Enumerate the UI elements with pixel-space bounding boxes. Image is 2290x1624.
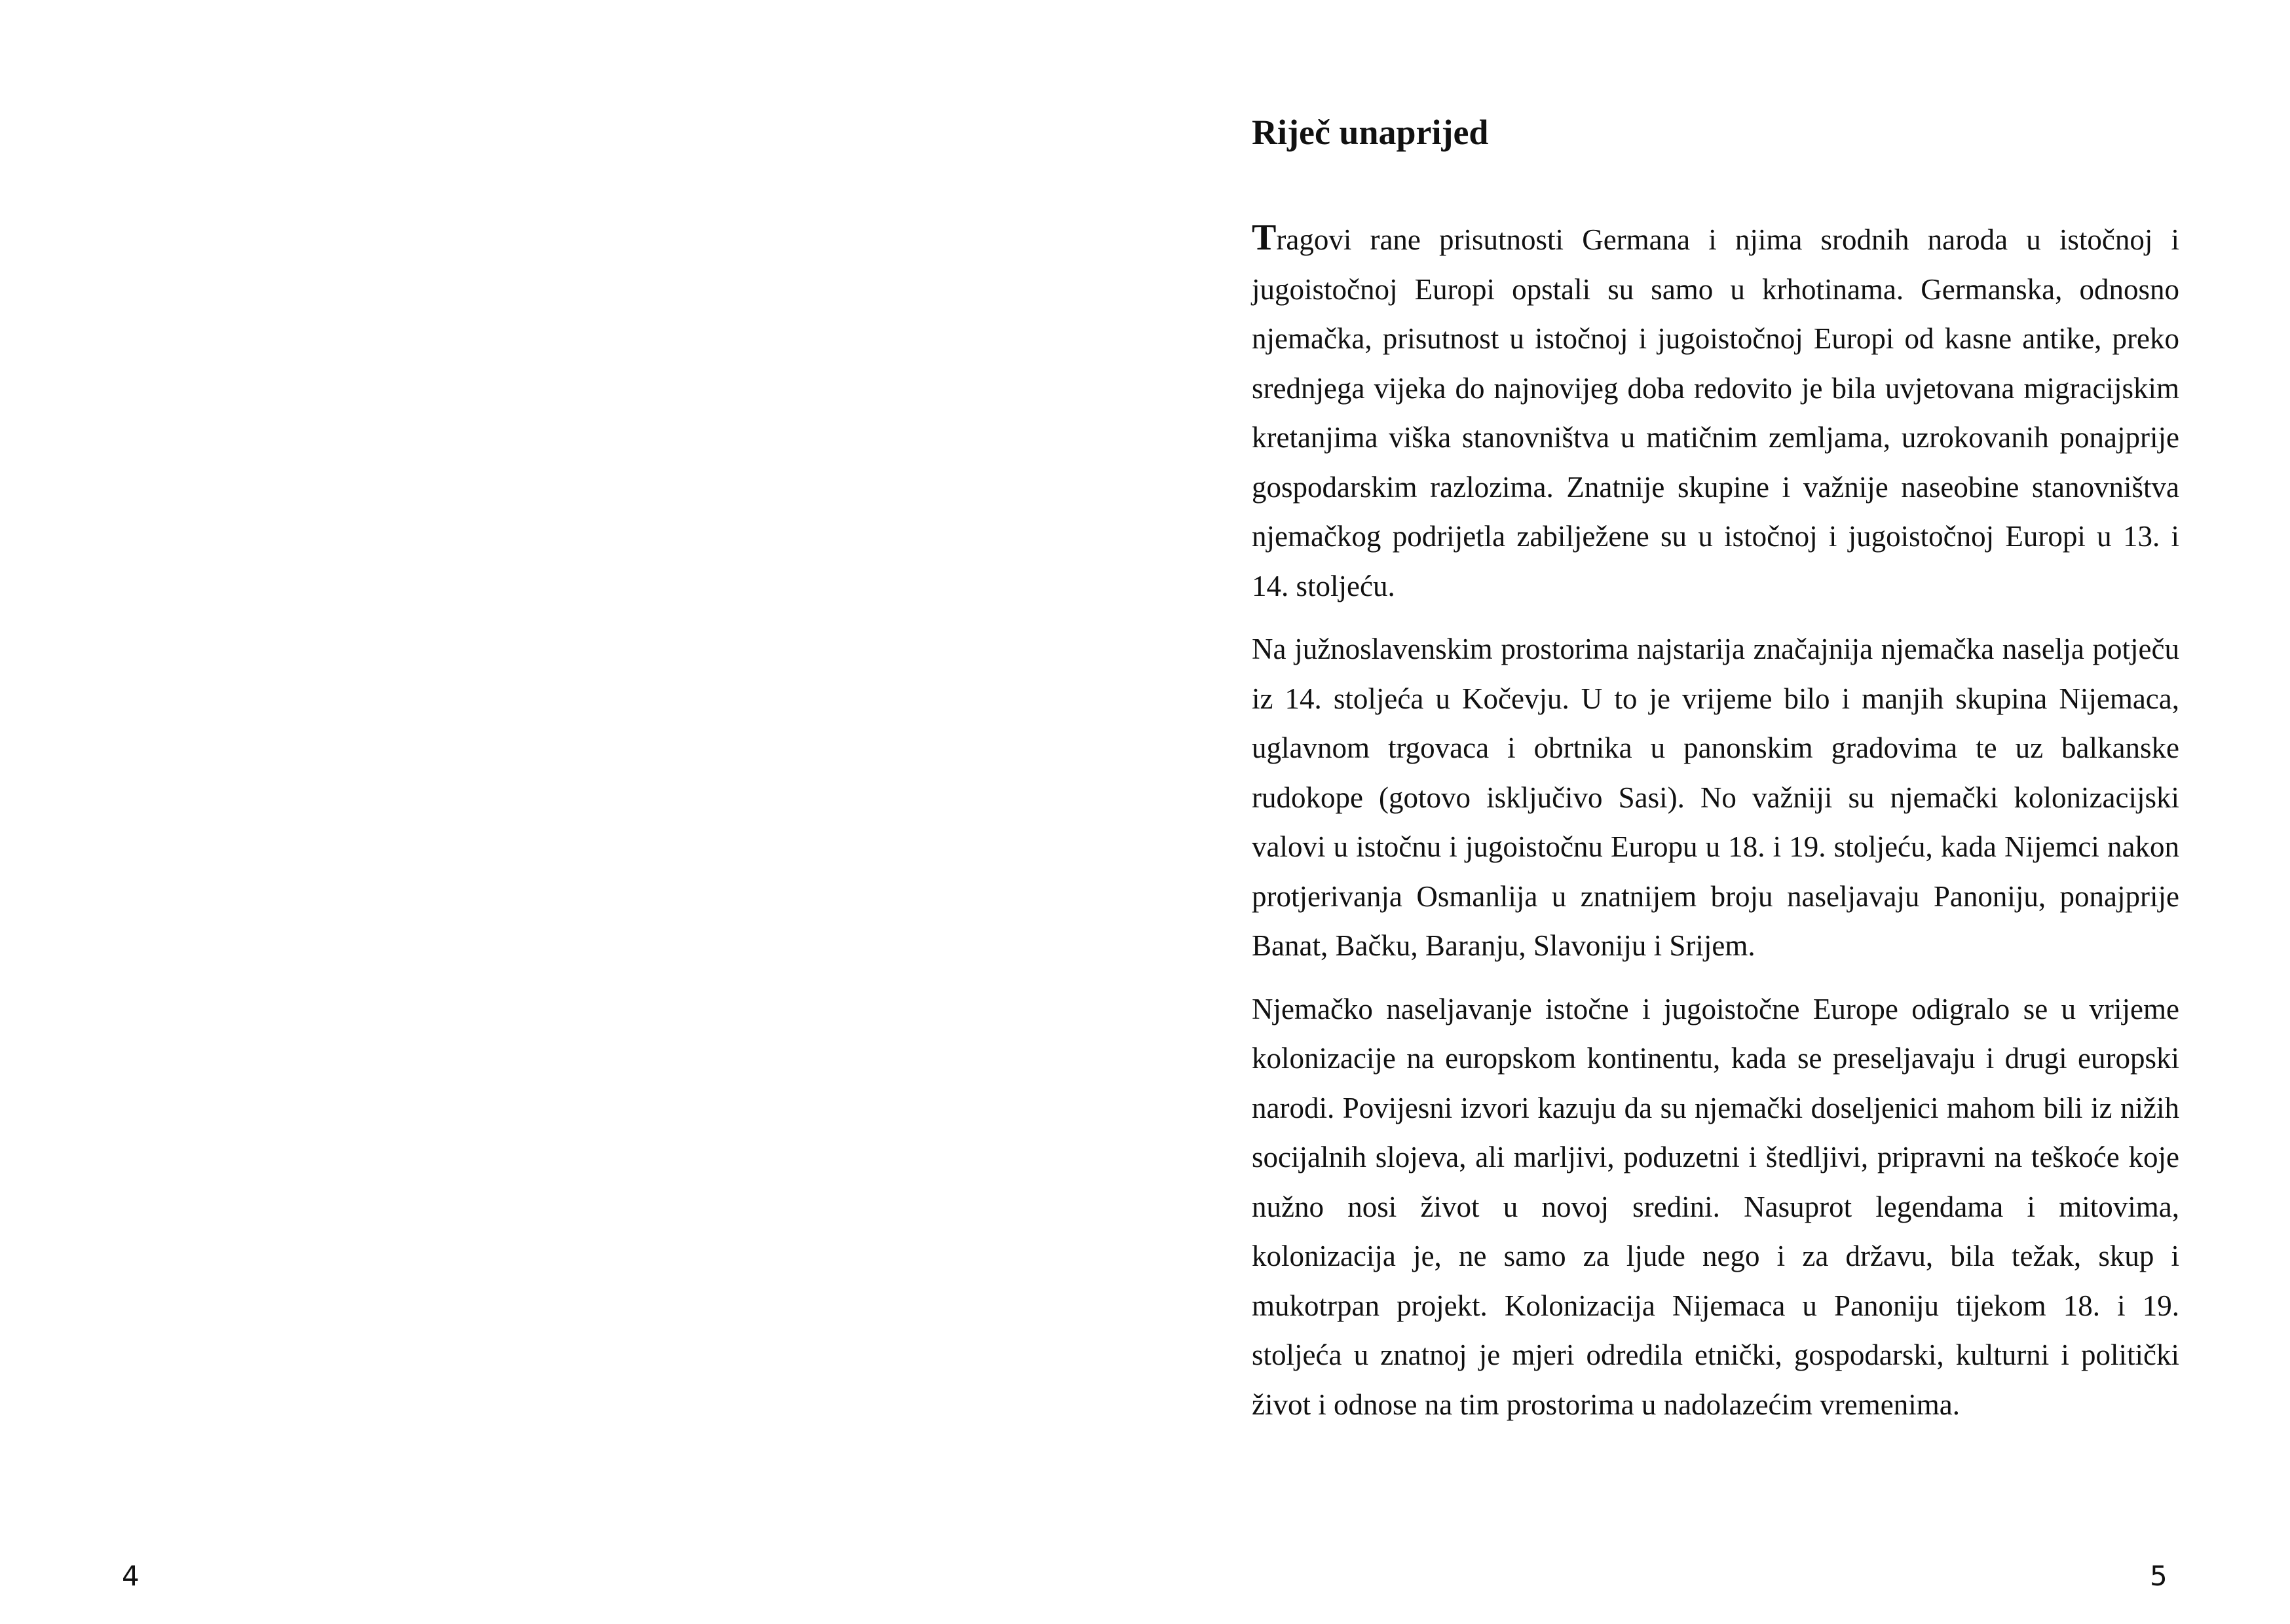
page-number-left: 4 <box>122 1560 140 1592</box>
paragraph-3: Njemačko naseljavanje istočne i jugoistočne Europe odigralo se u vrijeme kolonizacije na europskom kontinentu, kada se preseljavaju i drugi europski narodi. Povijesni izvori kazuju da su njemački doseljenici mahom bili iz nižih socijalnih slojeva, ali marljivi, poduzetni i štedljivi, pripravni na teškoće koje nužno nosi život u novoj sredini. Nasuprot legendama i mitovima, kolonizacija je, ne samo za ljude nego i za državu, bila težak, skup i mukotrpan projekt. Kolonizacija Nijemaca u Panoniju tijekom 18. i 19. stoljeća u znatnoj je mjeri odredila etnički, gospodarski, kulturni i politički život i odnose na tim prostorima u nadolazećim vremenima. <box>1252 992 2179 1421</box>
paragraph-1: Tragovi rane prisutnosti Germana i njima srodnih naroda u istočnoj i jugoistočnoj Europi opstali su samo u krhotinama. Germanska, odnosno njemačka, prisutnost u istočnoj i jugoistočnoj Europi od kasne antike, preko srednjega vijeka do najnovijeg doba redovito je bila uvjetovana migracijskim kretanjima viška stanovništva u matičnim zemljama, uzrokovanih ponajprije gospodarskim razlozima. Znatnije skupine i važnije naseobine stanovništva njemačkog podrijetla zabilježene su u istočnoj i jugoistočnoj Europi u 13. i 14. stoljeću. <box>1252 217 2179 602</box>
page-number-right: 5 <box>2150 1560 2168 1592</box>
chapter-content <box>1252 110 2179 1430</box>
right-page <box>1145 0 2290 1624</box>
chapter-title: Riječ unaprijed <box>1252 113 1489 152</box>
paragraph-2: Na južnoslavenskim prostorima najstarija značajnija njemačka naselja potječu iz 14. stoljeća u Kočevju. U to je vrijeme bilo i manjih skupina Nijemaca, uglavnom trgovaca i obrtnika u panonskim gradovima te uz balkanske rudokope (gotovo isključivo Sasi). No važniji su njemački kolonizacijski valovi u istočnu i jugoistočnu Europu u 18. i 19. stoljeću, kada Nijemci nakon protjerivanja Osmanlija u znatnijem broju naseljavaju Panoniju, ponajprije Banat, Bačku, Baranju, Slavoniju i Srijem. <box>1252 633 2179 962</box>
